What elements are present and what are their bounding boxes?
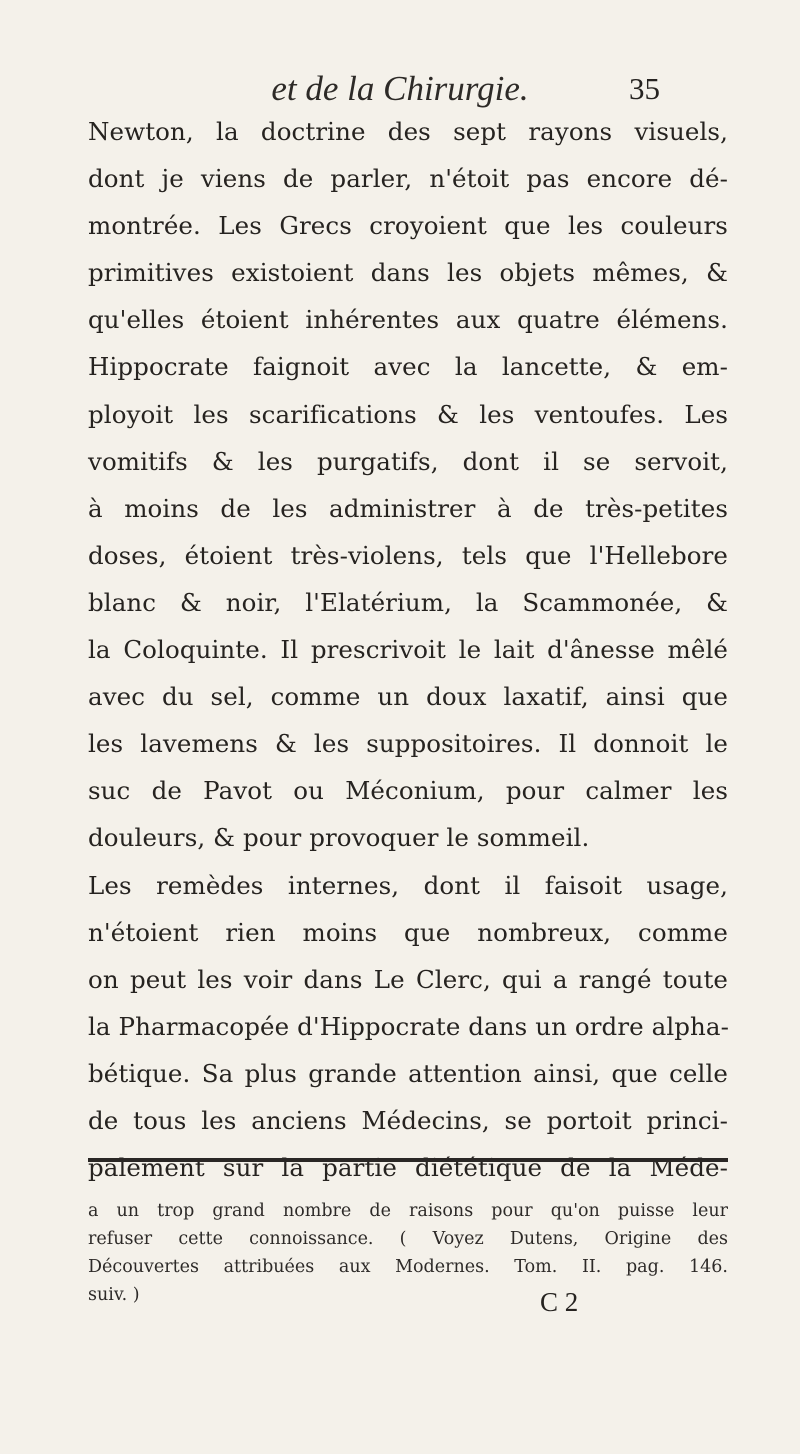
- text-line: montrée. Les Grecs croyoient que les couleurs: [88, 211, 728, 241]
- text-line: blanc & noir, l'Elatérium, la Scammonée, &: [88, 587, 728, 617]
- signature-mark: C 2: [540, 1287, 579, 1317]
- text-line: Newton, la doctrine des sept rayons visuels,: [88, 117, 728, 146]
- text-line: primitives existoient dans les objets mêmes, &: [88, 258, 728, 288]
- text-line: ployoit les scarifications & les ventoufes. Les: [88, 399, 728, 429]
- text-line: suc de Pavot ou Méconium, pour calmer les: [88, 776, 728, 806]
- text-line: dont je viens de parler, n'étoit pas encore dé-: [88, 164, 728, 194]
- text-line: de tous les anciens Médecins, se portoit princi-: [88, 1105, 728, 1135]
- text-line: douleurs, & pour provoquer le sommeil.: [88, 823, 590, 853]
- footnote-line: Découvertes attribuées aux Modernes. Tom. II. pag. 146.: [88, 1257, 728, 1277]
- text-line: les lavemens & les suppositoires. Il donnoit le: [88, 729, 728, 759]
- footnote-line: suiv. ): [88, 1285, 140, 1305]
- text-line: vomitifs & les purgatifs, dont il se servoit,: [88, 446, 728, 476]
- footnote: [88, 1197, 728, 1309]
- footnote-line: a un trop grand nombre de raisons pour qu'on puisse leur: [88, 1201, 728, 1221]
- text-line: palement sur la partie diététique de la Méde-: [88, 1153, 728, 1183]
- text-line: doses, étoient très-violens, tels que l'Hellebore: [88, 540, 728, 570]
- text-line: bétique. Sa plus grande attention ainsi, que celle: [88, 1058, 728, 1088]
- text-line: on peut les voir dans Le Clerc, qui a rangé toute: [88, 964, 728, 994]
- text-line: la Pharmacopée d'Hippocrate dans un ordre alpha-: [88, 1011, 730, 1041]
- text-line: Les remèdes internes, dont il faisoit usage,: [88, 870, 728, 900]
- footnote-divider: [88, 1158, 728, 1162]
- text-line: n'étoient rien moins que nombreux, comme: [88, 917, 728, 947]
- text-line: la Coloquinte. Il prescrivoit le lait d'ânesse mêlé: [88, 635, 728, 665]
- text-line: à moins de les administrer à de très-petites: [88, 493, 728, 523]
- page-number: 35: [629, 71, 660, 106]
- footnote-line: refuser cette connoissance. ( Voyez Dutens, Origine des: [88, 1229, 728, 1249]
- text-line: avec du sel, comme un doux laxatif, ainsi que: [88, 682, 728, 712]
- text-line: qu'elles étoient inhérentes aux quatre élémens.: [88, 305, 728, 335]
- text-line: Hippocrate faignoit avec la lancette, & em-: [88, 352, 728, 382]
- main-text: [88, 108, 728, 1191]
- running-title: et de la Chirurgie.: [271, 69, 529, 108]
- page-header: [0, 66, 800, 112]
